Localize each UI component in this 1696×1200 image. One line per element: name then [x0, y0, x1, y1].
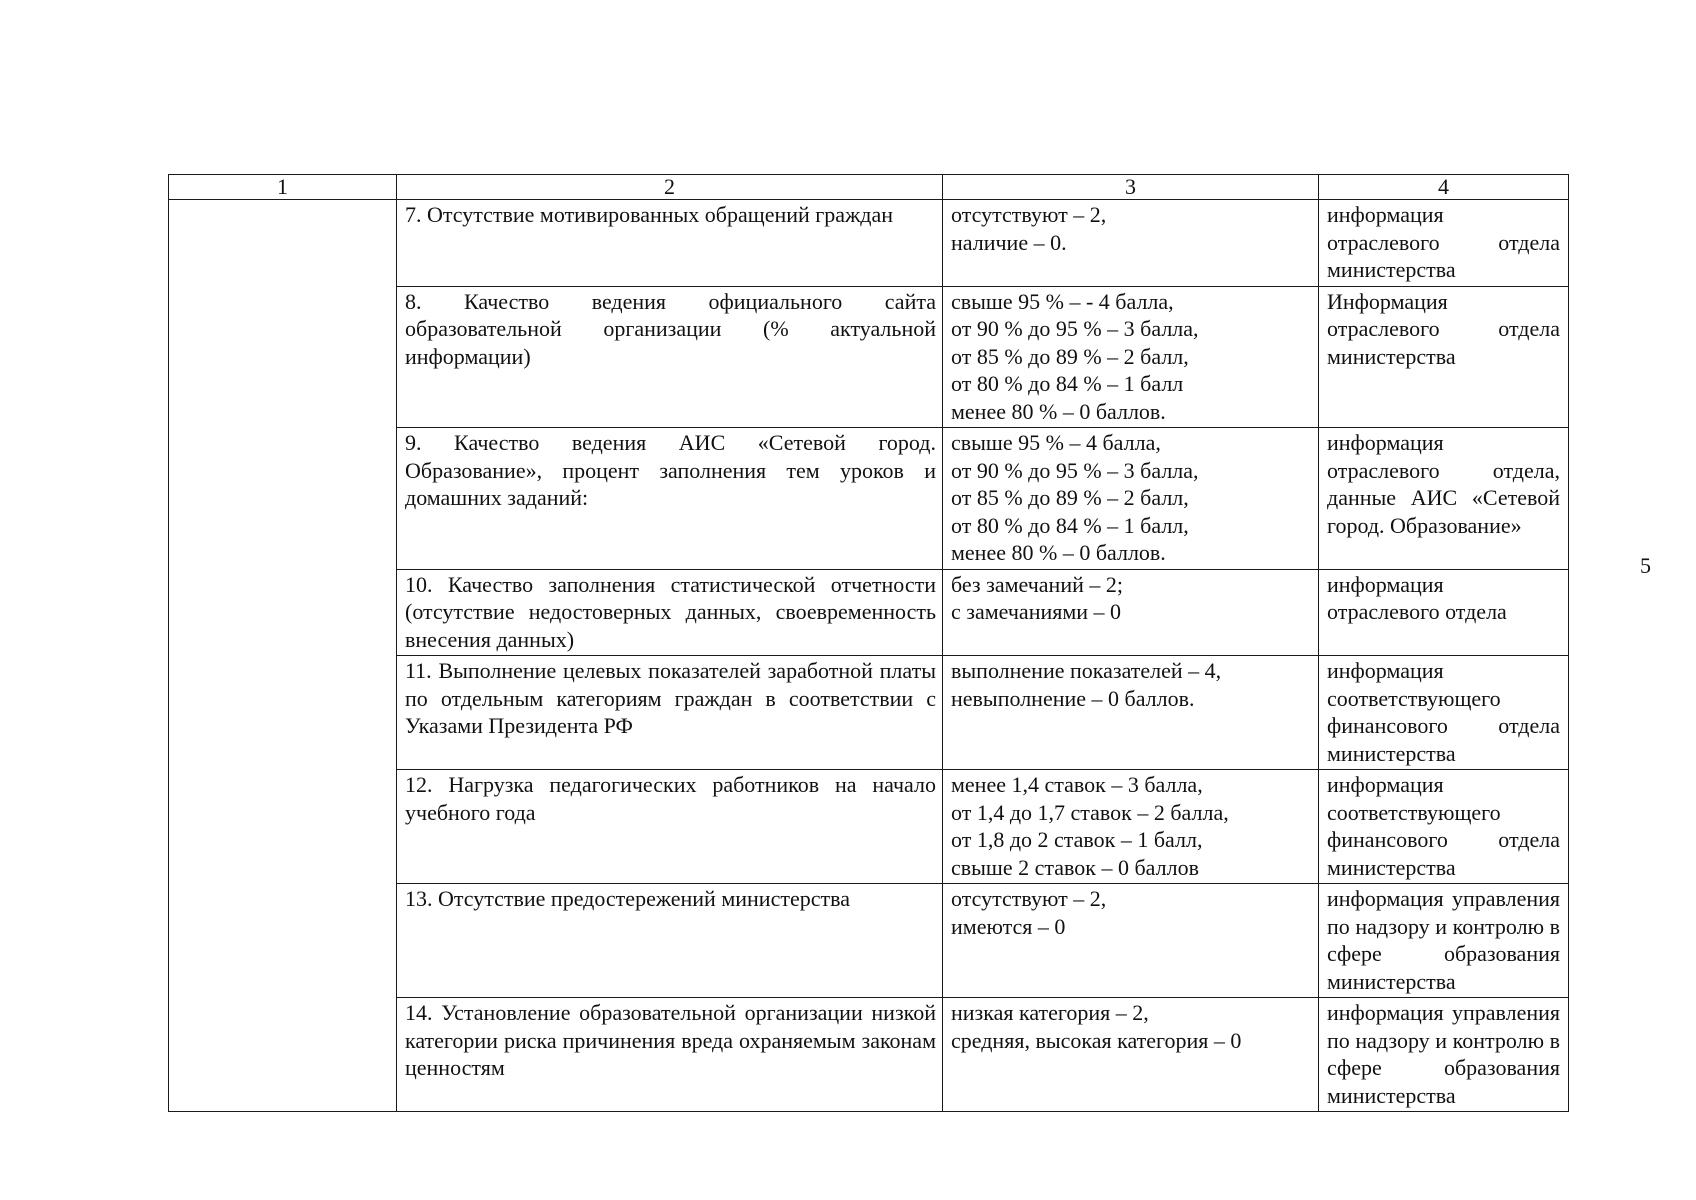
source-cell: информация соответствующего финансового отдела министерства	[1319, 770, 1569, 884]
criterion-cell: 10. Качество заполнения статистической отчетности (отсутствие недостоверных данных, своевременность внесения данных)	[397, 569, 943, 656]
column-number-4: 4	[1319, 175, 1569, 200]
score-line: от 90 % до 95 % – 3 балла,	[951, 316, 1199, 341]
score-line: менее 1,4 ставок – 3 балла,	[951, 772, 1203, 797]
scores-cell	[943, 200, 1319, 287]
score-line: с замечаниями – 0	[951, 599, 1122, 624]
criteria-table	[168, 174, 1569, 1112]
score-line: отсутствуют – 2,	[951, 886, 1107, 911]
scores-cell	[943, 884, 1319, 998]
score-line: без замечаний – 2;	[951, 571, 1123, 597]
column-1-empty-cell	[169, 200, 397, 1112]
scores-cell	[943, 770, 1319, 884]
criterion-cell: 8. Качество ведения официального сайта образовательной организации (% актуальной информации)	[397, 286, 943, 428]
score-line: от 80 % до 84 % – 1 балл	[951, 371, 1184, 396]
page-number: 5	[1640, 553, 1651, 578]
score-line: имеются – 0	[951, 913, 1066, 939]
scores-cell	[943, 656, 1319, 770]
criterion-cell: 11. Выполнение целевых показателей заработной платы по отдельным категориям граждан в соответствии с Указами Президента РФ	[397, 656, 943, 770]
source-cell: Информация отраслевого отдела министерства	[1319, 286, 1569, 428]
column-number-2: 2	[397, 175, 943, 200]
score-line: отсутствуют – 2,	[951, 202, 1107, 227]
column-number-1: 1	[169, 175, 397, 200]
source-cell: информация управления по надзору и контролю в сфере образования министерства	[1319, 998, 1569, 1112]
source-cell: информация отраслевого отдела министерства	[1319, 200, 1569, 287]
score-line: менее 80 % – 0 баллов.	[951, 398, 1166, 424]
scores-cell	[943, 428, 1319, 570]
score-line: выполнение показателей – 4,	[951, 658, 1222, 683]
criterion-cell: 12. Нагрузка педагогических работников на начало учебного года	[397, 770, 943, 884]
score-line: средняя, высокая категория – 0	[951, 1027, 1242, 1053]
score-line: наличие – 0.	[951, 229, 1067, 255]
column-number-3: 3	[943, 175, 1319, 200]
score-line: невыполнение – 0 баллов.	[951, 685, 1195, 711]
score-line: от 1,8 до 2 ставок – 1 балл,	[951, 827, 1203, 852]
criterion-cell: 13. Отсутствие предостережений министерства	[397, 884, 943, 998]
table-row	[169, 200, 1569, 287]
score-line: свыше 2 ставок – 0 баллов	[951, 854, 1199, 880]
source-cell: информация отраслевого отдела	[1319, 569, 1569, 656]
table-body	[169, 200, 1569, 1112]
criterion-cell: 9. Качество ведения АИС «Сетевой город. Образование», процент заполнения тем уроков и домашних заданий:	[397, 428, 943, 570]
scores-cell	[943, 569, 1319, 656]
score-line: от 85 % до 89 % – 2 балл,	[951, 343, 1189, 369]
scores-cell	[943, 998, 1319, 1112]
table-header-row	[169, 175, 1569, 200]
score-line: низкая категория – 2,	[951, 1000, 1149, 1025]
criterion-cell: 7. Отсутствие мотивированных обращений граждан	[397, 200, 943, 287]
score-line: свыше 95 % – - 4 балла,	[951, 288, 1174, 314]
score-line: менее 80 % – 0 баллов.	[951, 540, 1166, 565]
score-line: свыше 95 % – 4 балла,	[951, 430, 1161, 455]
score-line: от 85 % до 89 % – 2 балл,	[951, 485, 1189, 510]
score-line: от 1,4 до 1,7 ставок – 2 балла,	[951, 799, 1229, 825]
criterion-cell: 14. Установление образовательной организации низкой категории риска причинения вреда охраняемым законам ценностям	[397, 998, 943, 1112]
scores-cell	[943, 286, 1319, 428]
source-cell: информация отраслевого отдела, данные АИС «Сетевой город. Образование»	[1319, 428, 1569, 570]
source-cell: информация управления по надзору и контролю в сфере образования министерства	[1319, 884, 1569, 998]
score-line: от 80 % до 84 % – 1 балл,	[951, 512, 1189, 538]
score-line: от 90 % до 95 % – 3 балла,	[951, 457, 1199, 483]
source-cell: информация соответствующего финансового отдела министерства	[1319, 656, 1569, 770]
